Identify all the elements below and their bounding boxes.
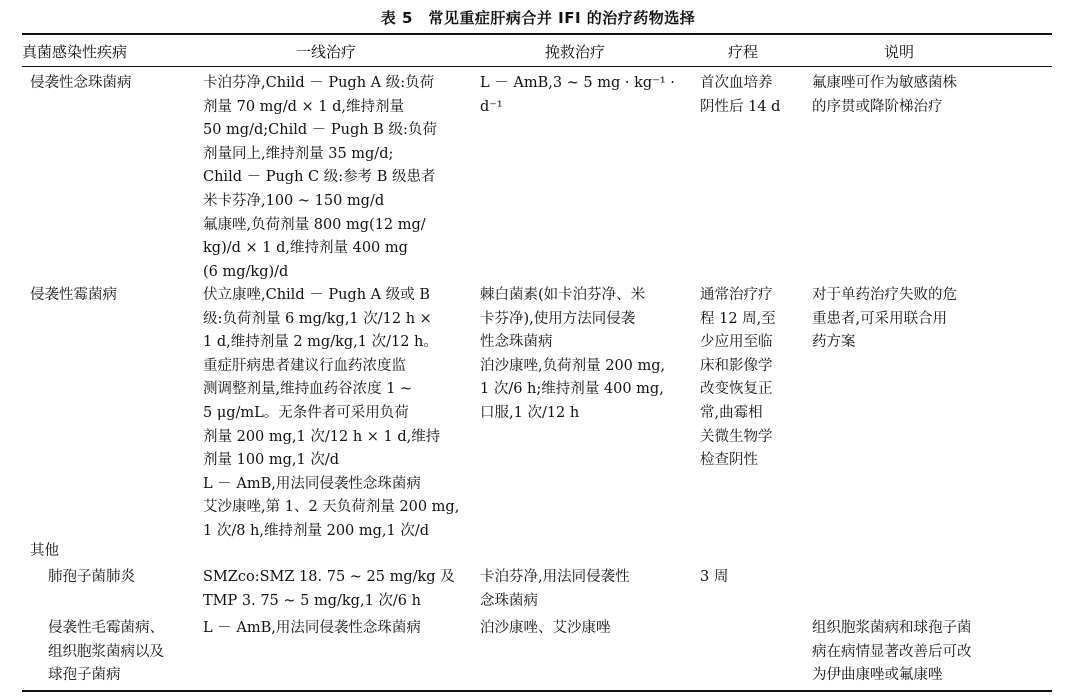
- top-rule: [22, 33, 1052, 35]
- row-note-mold: 对于单药治疗失败的危 重患者,可采用联合用 药方案: [812, 287, 957, 351]
- row-disease-candidiasis: 侵袭性念珠菌病: [30, 75, 132, 91]
- row-disease-pcp: 肺孢子菌肺炎: [48, 569, 135, 585]
- row-salvage-candidiasis: L － AmB,3 ~ 5 mg · kg⁻¹ · d⁻¹: [480, 75, 675, 115]
- row-note-candidiasis: 氟康唑可作为敏感菌株 的序贯或降阶梯治疗: [812, 75, 957, 115]
- header-first-line: 一线治疗: [296, 43, 357, 61]
- header-rule: [22, 66, 1052, 67]
- row-note-mucormycosis: 组织胞浆菌病和球孢子菌 病在病情显著改善后可改 为伊曲康唑或氟康唑: [812, 620, 972, 684]
- row-first-line-mucormycosis: L － AmB,用法同侵袭性念珠菌病: [203, 620, 421, 636]
- row-first-line-pcp: SMZco:SMZ 18. 75 ~ 25 mg/kg 及 TMP 3. 75 ~ 5 mg/kg,1 次/6 h: [203, 569, 455, 609]
- row-disease-mold: 侵袭性霉菌病: [30, 287, 117, 303]
- bottom-rule: [22, 690, 1052, 692]
- table-title: 表 5 常见重症肝病合并 IFI 的治疗药物选择: [380, 9, 696, 27]
- header-note: 说明: [884, 43, 915, 61]
- row-course-candidiasis: 首次血培养 阴性后 14 d: [700, 75, 781, 115]
- row-course-mold: 通常治疗疗 程 12 周,至 少应用至临 床和影像学 改变恢复正 常,曲霉相 关微生物学 检查阴性: [700, 287, 776, 469]
- row-course-pcp: 3 周: [700, 569, 729, 585]
- row-first-line-candidiasis: 卡泊芬净,Child － Pugh A 级:负荷 剂量 70 mg/d × 1 d,维持剂量 50 mg/d;Child － Pugh B 级:负荷 剂量同上,维持剂量 35 mg/d; Child － Pugh C 级:参考 B 级患者 米卡芬净,100 ~ 150 mg/d 氟康唑,负荷剂量 800 mg(12 mg/ kg)/d × 1 d,维持剂量 400 mg (6 mg/kg)/d: [203, 75, 437, 280]
- header-disease: 真菌感染性疾病: [22, 43, 128, 61]
- row-first-line-mold: 伏立康唑,Child － Pugh A 级或 B 级:负荷剂量 6 mg/kg,1 次/12 h × 1 d,维持剂量 2 mg/kg,1 次/12 h。 重症肝病患者建议行血药浓度监 测调整剂量,维持血药谷浓度 1 ~ 5 μg/mL。无条件者可采用负荷 剂量 200 mg,1 次/12 h × 1 d,维持 剂量 100 mg,1 次/d L － AmB,用法同侵袭性念珠菌病 艾沙康唑,第 1、2 天负荷剂量 200 mg, 1 次/8 h,维持剂量 200 mg,1 次/d: [203, 287, 460, 539]
- row-salvage-mold: 棘白菌素(如卡泊芬净、米 卡芬净),使用方法同侵袭 性念珠菌病 泊沙康唑,负荷剂量 200 mg, 1 次/6 h;维持剂量 400 mg, 口服,1 次/12 h: [480, 287, 666, 421]
- row-salvage-mucormycosis: 泊沙康唑、艾沙康唑: [480, 620, 611, 636]
- row-salvage-pcp: 卡泊芬净,用法同侵袭性 念珠菌病: [480, 569, 630, 609]
- header-salvage: 挽救治疗: [545, 43, 606, 61]
- row-disease-other: 其他: [30, 543, 59, 559]
- row-disease-mucormycosis: 侵袭性毛霉菌病、 组织胞浆菌病以及 球孢子菌病: [48, 620, 164, 684]
- header-course: 疗程: [728, 43, 759, 61]
